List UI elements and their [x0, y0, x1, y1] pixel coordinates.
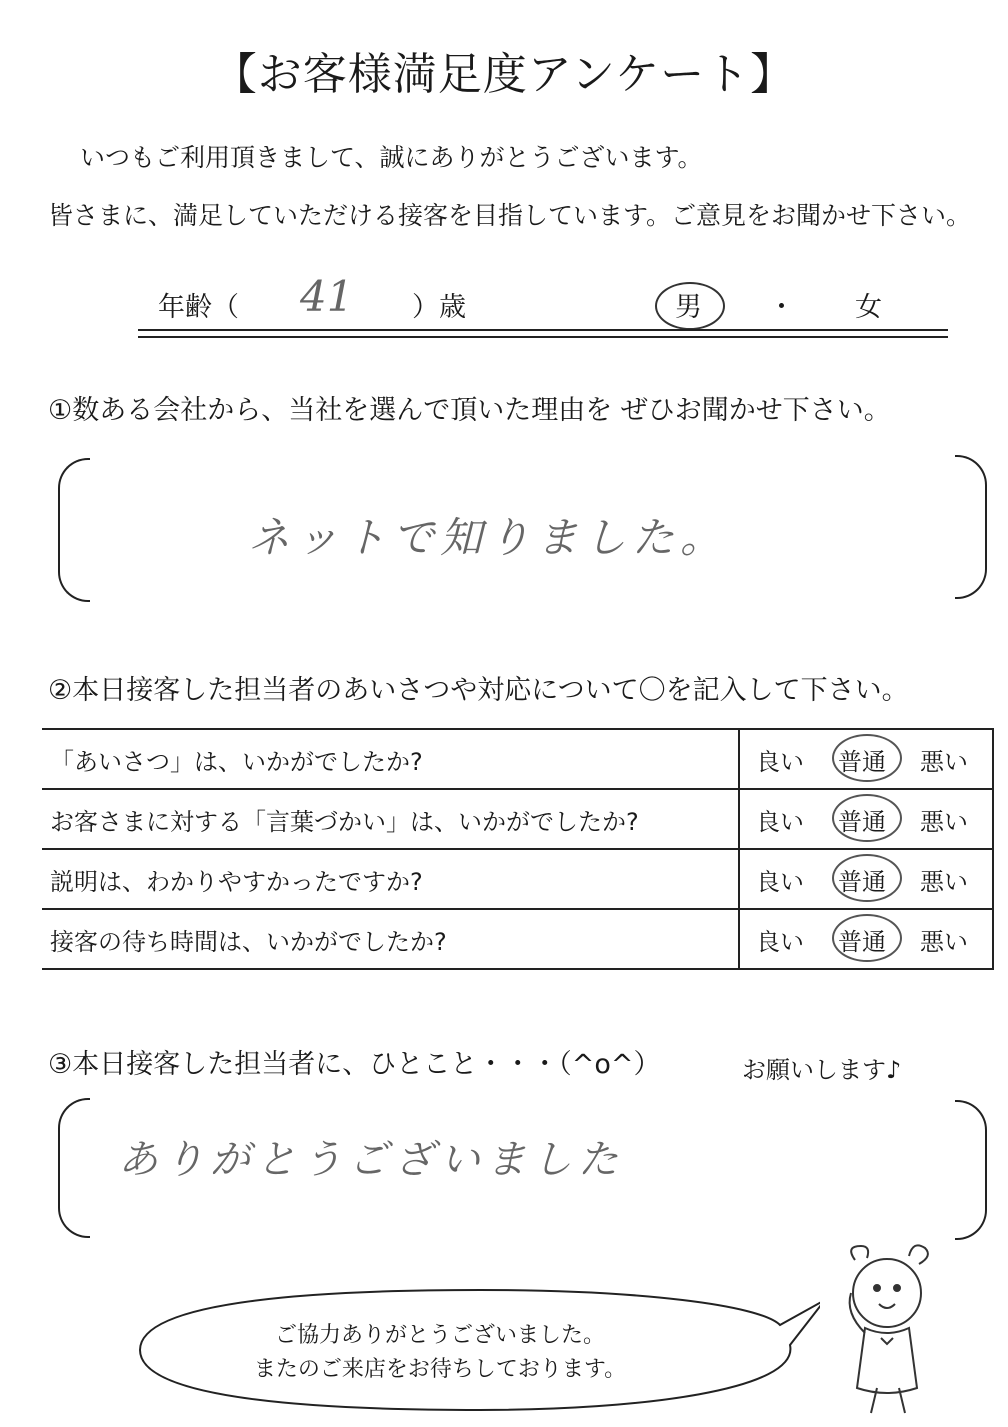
gender-separator: ・ — [768, 292, 795, 323]
rating-question: 「あいさつ」は、いかがでしたか? — [42, 729, 739, 789]
answer-3-text[interactable]: ありがとうございました — [118, 1137, 624, 1183]
option-normal[interactable] — [838, 862, 886, 897]
question-2: ②本日接客した担当者のあいさつや対応について〇を記入して下さい。 — [48, 675, 909, 706]
table-row — [42, 729, 993, 789]
option-good[interactable]: 良い — [756, 927, 804, 956]
age-suffix: ）歳 — [412, 292, 466, 323]
selection-circle — [832, 734, 902, 782]
mascot-illustration — [835, 1238, 955, 1418]
gender-male[interactable]: 男 — [675, 292, 702, 323]
age-value[interactable]: 41 — [300, 272, 354, 321]
answer-bracket-right — [955, 1100, 987, 1240]
rating-options — [739, 909, 993, 969]
table-row — [42, 849, 993, 909]
option-good[interactable]: 良い — [756, 747, 804, 776]
intro-line-1: いつもご利用頂きまして、誠にありがとうございます。 — [80, 143, 703, 172]
question-3: ③本日接客した担当者に、ひとこと・・・（^o^） — [48, 1049, 661, 1080]
answer-bracket-right — [955, 455, 987, 599]
option-bad[interactable]: 悪い — [920, 867, 968, 896]
answer-1-text[interactable]: ネットで知りました。 — [248, 513, 729, 562]
intro-line-2: 皆さまに、満足していただける接客を目指しています。ご意見をお聞かせ下さい。 — [48, 201, 972, 230]
option-good[interactable]: 良い — [756, 867, 804, 896]
selection-circle — [832, 794, 902, 842]
gender-selection-circle — [655, 282, 725, 330]
survey-title: 【お客様満足度アンケート】 — [212, 49, 796, 100]
rating-question: 接客の待ち時間は、いかがでしたか? — [42, 909, 739, 969]
rating-question: お客さまに対する「言葉づかい」は、いかがでしたか? — [42, 789, 739, 849]
age-label: 年齢（ — [158, 292, 239, 323]
question-1: ①数ある会社から、当社を選んで頂いた理由を ぜひお聞かせ下さい。 — [48, 395, 891, 426]
option-bad[interactable]: 悪い — [920, 807, 968, 836]
closing-line-1: ご協力ありがとうございました。 — [274, 1323, 605, 1348]
option-normal[interactable] — [838, 802, 886, 837]
option-normal-label: 普通 — [838, 807, 886, 836]
divider-line — [138, 336, 948, 338]
option-normal-label: 普通 — [838, 927, 886, 956]
selection-circle — [832, 914, 902, 962]
answer-bracket-left — [58, 1098, 90, 1238]
table-row — [42, 789, 993, 849]
selection-circle — [832, 854, 902, 902]
table-row — [42, 909, 993, 969]
option-bad[interactable]: 悪い — [920, 927, 968, 956]
option-normal-label: 普通 — [838, 867, 886, 896]
answer-bracket-left — [58, 458, 90, 602]
option-good[interactable]: 良い — [756, 807, 804, 836]
closing-line-2: またのご来店をお待ちしております。 — [253, 1357, 627, 1382]
option-normal[interactable] — [838, 922, 886, 957]
option-bad[interactable]: 悪い — [920, 747, 968, 776]
option-normal-label: 普通 — [838, 747, 886, 776]
rating-options — [739, 849, 993, 909]
option-normal[interactable] — [838, 742, 886, 777]
question-3-request: お願いします♪ — [742, 1056, 902, 1084]
rating-options — [739, 729, 993, 789]
rating-table — [42, 728, 994, 970]
rating-question: 説明は、わかりやすかったですか? — [42, 849, 739, 909]
rating-options — [739, 789, 993, 849]
divider-line — [138, 329, 948, 331]
gender-female[interactable]: 女 — [855, 292, 882, 323]
